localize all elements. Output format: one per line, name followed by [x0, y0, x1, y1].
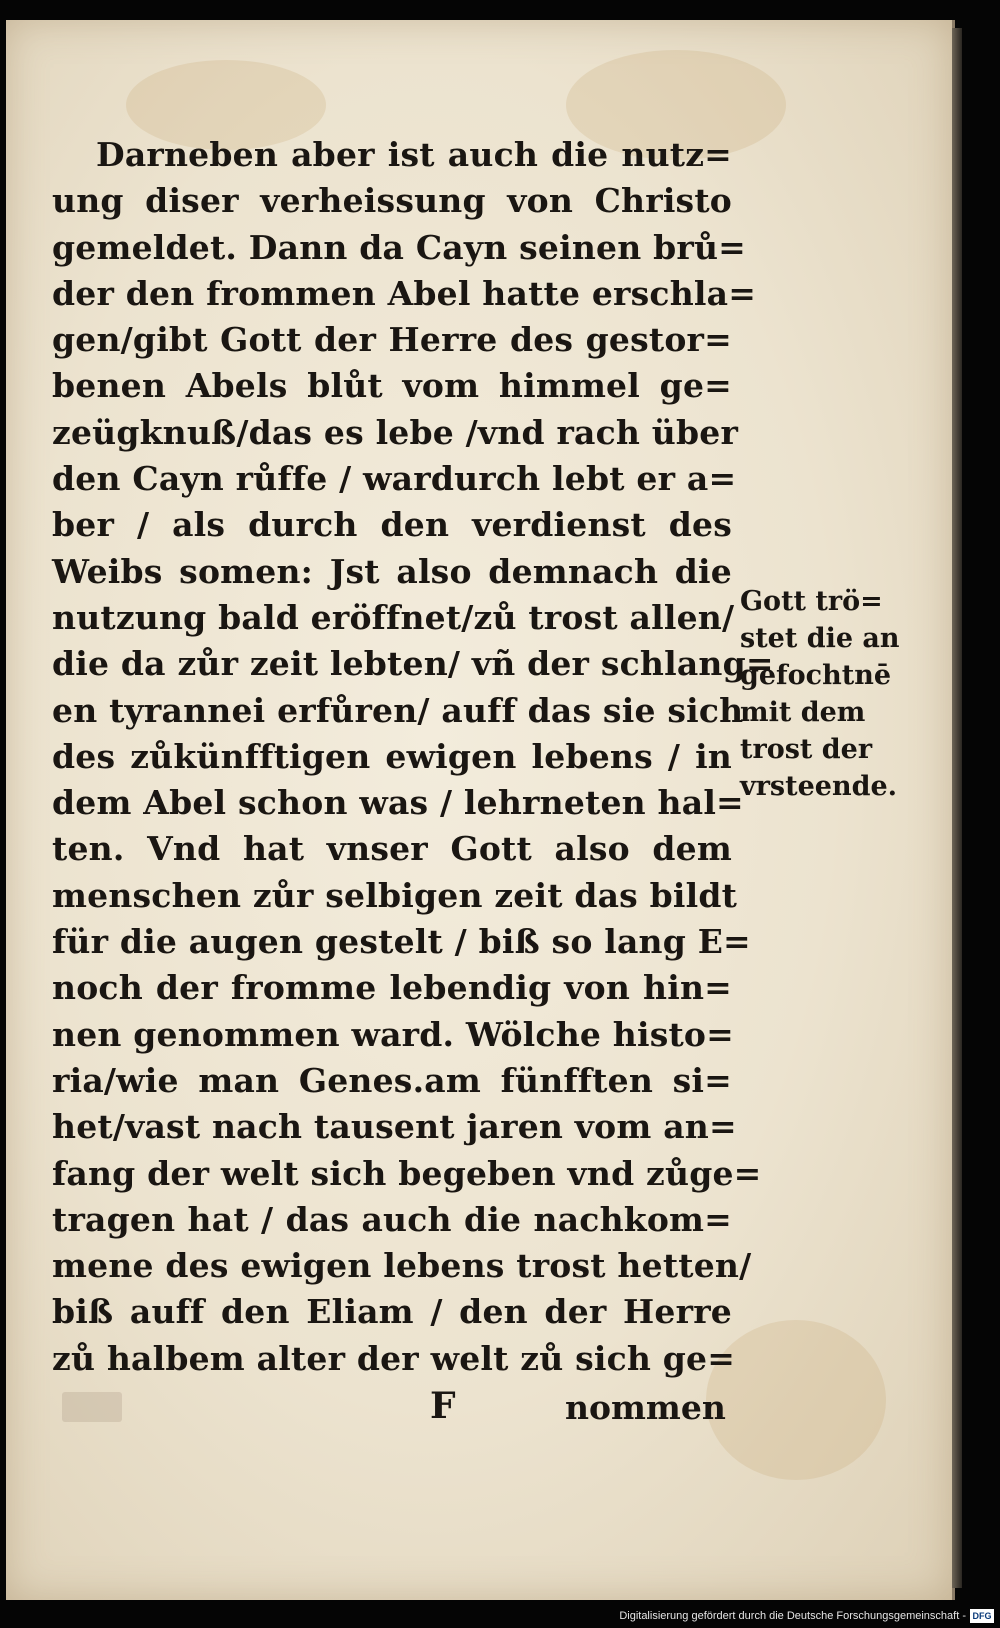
text-line: ten. Vnd hat vnser Gott also dem	[52, 829, 732, 869]
text-line: tragen hat / das auch die nachkom=	[52, 1199, 732, 1239]
text-line: Weibs somen: Jst also demnach die	[52, 551, 732, 591]
text-line: mene des ewigen lebens trost hetten/	[52, 1246, 752, 1286]
text-line: nutzung bald eröffnet/zů trost allen/	[52, 597, 735, 637]
marginal-line: stet die an	[740, 623, 900, 654]
digitization-credit: Digitalisierung gefördert durch die Deutsche Forschungsgemeinschaft -	[619, 1610, 966, 1622]
text-line: zů halbem alter der welt zů sich ge=	[52, 1338, 736, 1378]
text-line: gemeldet. Dann da Cayn seinen brů=	[52, 227, 747, 267]
dfg-logo: DFG	[970, 1609, 994, 1623]
marginal-line: Gott trö=	[740, 586, 883, 617]
signature-mark: F	[430, 1385, 456, 1427]
text-line: Darneben aber ist auch die nutz=	[96, 135, 732, 174]
marginal-line: mit dem	[740, 697, 866, 728]
marginal-line: vrsteende.	[740, 771, 898, 802]
text-line: benen Abels blůt vom himmel ge=	[52, 366, 732, 406]
marginal-note	[740, 583, 910, 805]
text-line: zeügknuß/das es lebe /vnd rach über	[52, 412, 739, 452]
text-line: fang der welt sich begeben vnd zůge=	[52, 1153, 762, 1193]
text-line: gen/gibt Gott der Herre des gestor=	[52, 320, 732, 360]
text-line: für die augen gestelt / biß so lang E=	[52, 922, 751, 962]
marginal-line: trost der	[740, 734, 873, 765]
text-line: noch der fromme lebendig von hin=	[52, 968, 732, 1008]
text-line: het/vast nach tausent jaren vom an=	[52, 1107, 737, 1147]
page-edge	[952, 28, 962, 1588]
faint-library-mark	[62, 1392, 122, 1422]
text-line: die da zůr zeit lebten/ vñ der schlang=	[52, 644, 774, 684]
marginal-line: gefochtnē	[740, 660, 892, 691]
text-line: en tyrannei erfůren/ auff das sie sich	[52, 690, 744, 730]
text-line: dem Abel schon was / lehrneten hal=	[52, 783, 744, 823]
text-line: der den frommen Abel hatte erschla=	[52, 273, 757, 313]
text-line: ung diser verheissung von Christo	[52, 181, 732, 221]
body-text-block	[52, 132, 774, 1382]
text-line: biß auff den Eliam / den der Herre	[52, 1292, 732, 1332]
text-line: nen genommen ward. Wölche histo=	[52, 1014, 734, 1054]
text-line: des zůkünfftigen ewigen lebens / in	[52, 736, 732, 776]
text-line: ria/wie man Genes.am fünfften si=	[52, 1060, 732, 1100]
text-line: menschen zůr selbigen zeit das bildt	[52, 875, 738, 915]
text-line: ber / als durch den verdienst des	[52, 505, 732, 545]
text-line: den Cayn růffe / wardurch lebt er a=	[52, 459, 737, 499]
catchword: nommen	[565, 1388, 726, 1427]
